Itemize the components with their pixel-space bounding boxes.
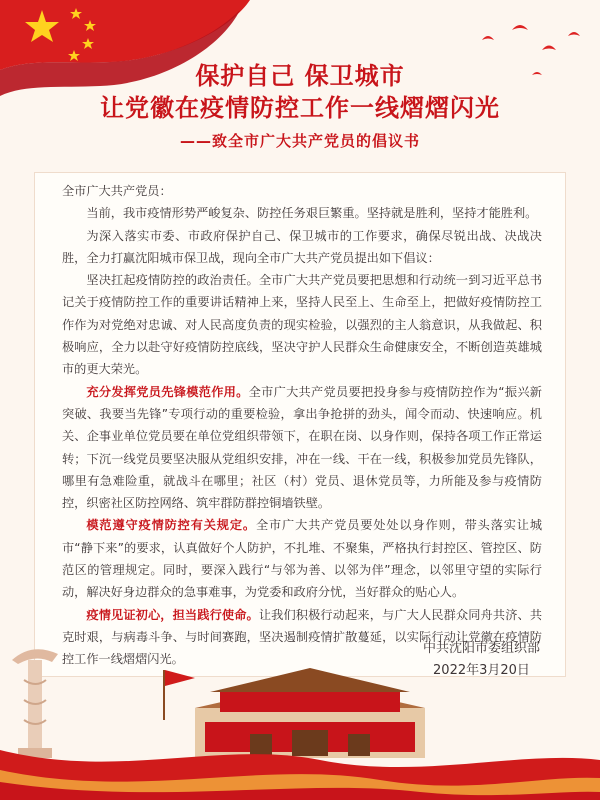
- page-title-line2: 让党徽在疫情防控工作一线熠熠闪光: [100, 94, 500, 122]
- tiananmen-decoration: [0, 607, 600, 800]
- paragraph-1: [62, 269, 542, 380]
- paragraph-1-body: 全市广大共产党员要把思想和行动统一到习近平总书记关于疫情防控工作的重要讲话精神上来，坚持人民至上、生命至上，把做好疫情防控工作作为对党绝对忠诚、对人民高度负责的现实检验，以强烈的主人翁意识，从我做起、积极响应，全力以赴守好疫情防控底线，坚决守护人民群众生命健康安全，不断创造英雄城市的更大荣光。: [62, 273, 543, 377]
- letter-body: [62, 180, 542, 671]
- signature-date: 2022年3月20日: [433, 663, 530, 678]
- paragraph-4-body: 让我们积极行动起来，与广大人民群众同舟共济、共克时艰，与病毒斗争、与时间赛跑，坚决遏制疫情扩散蔓延，以实际行动让党徽在疫情防控工作一线熠熠闪光。: [62, 607, 543, 667]
- intro-paragraph-1: 当前，我市疫情形势严峻复杂、防控任务艰巨繁重。坚持就是胜利，坚持才能胜利。: [86, 206, 538, 221]
- paragraph-2-lead: 充分发挥党员先锋模范作用。: [86, 384, 249, 399]
- paragraph-3-lead: 模范遵守疫情防控有关规定。: [86, 518, 256, 533]
- page-title: 保护自己 保卫城市: [195, 62, 405, 90]
- signature-org: 中共沈阳市委组织部: [422, 641, 540, 656]
- paragraph-1-lead: 坚决扛起疫情防控的政治责任。: [86, 273, 259, 288]
- paragraph-3-body: 全市广大共产党员要处处以身作则，带头落实让城市“静下来”的要求，认真做好个人防护，不扎堆、不聚集，严格执行封控区、管控区、防范区的管理规定。同时，要深入践行“与邻为善、以邻为伴”理念，以邻里守望的实际行动，解决好身边群众的急事难事，为党委和政府分忧，当好群众的贴心人。: [62, 518, 543, 600]
- paragraph-3: [62, 514, 542, 603]
- page-subtitle: ——致全市广大共产党员的倡议书: [179, 132, 420, 150]
- title-block: [0, 60, 600, 151]
- intro-paragraph-2: 为深入落实市委、市政府保护自己、保卫城市的工作要求，确保尽锐出战、决战决胜，全力打赢沈阳城市保卫战，现向全市广大共产党员提出如下倡议：: [62, 228, 542, 265]
- salutation: 全市广大共产党员：: [62, 184, 172, 198]
- tiananmen-gate-icon: [195, 668, 425, 758]
- paragraph-2-body: 全市广大共产党员要把投身参与疫情防控作为“振兴新突破、我要当先锋”专项行动的重要检验，拿出争抢拼的劲头，闻令而动、快速响应。机关、企事业单位党员要在单位党组织带领下，在职在岗、以身作则，保持各项工作正常运转；下沉一线党员要坚决服从党组织安排，冲在一线、干在一线，积极参加党员先锋队，哪里有急难险重，就战斗在哪里；社区（村）党员、退休党员等，力所能及参与疫情防控，织密社区防控网络、筑牢群防群控铜墙铁壁。: [62, 384, 542, 511]
- paragraph-4-lead: 疫情见证初心，担当践行使命。: [86, 607, 259, 622]
- paragraph-2: [62, 381, 542, 515]
